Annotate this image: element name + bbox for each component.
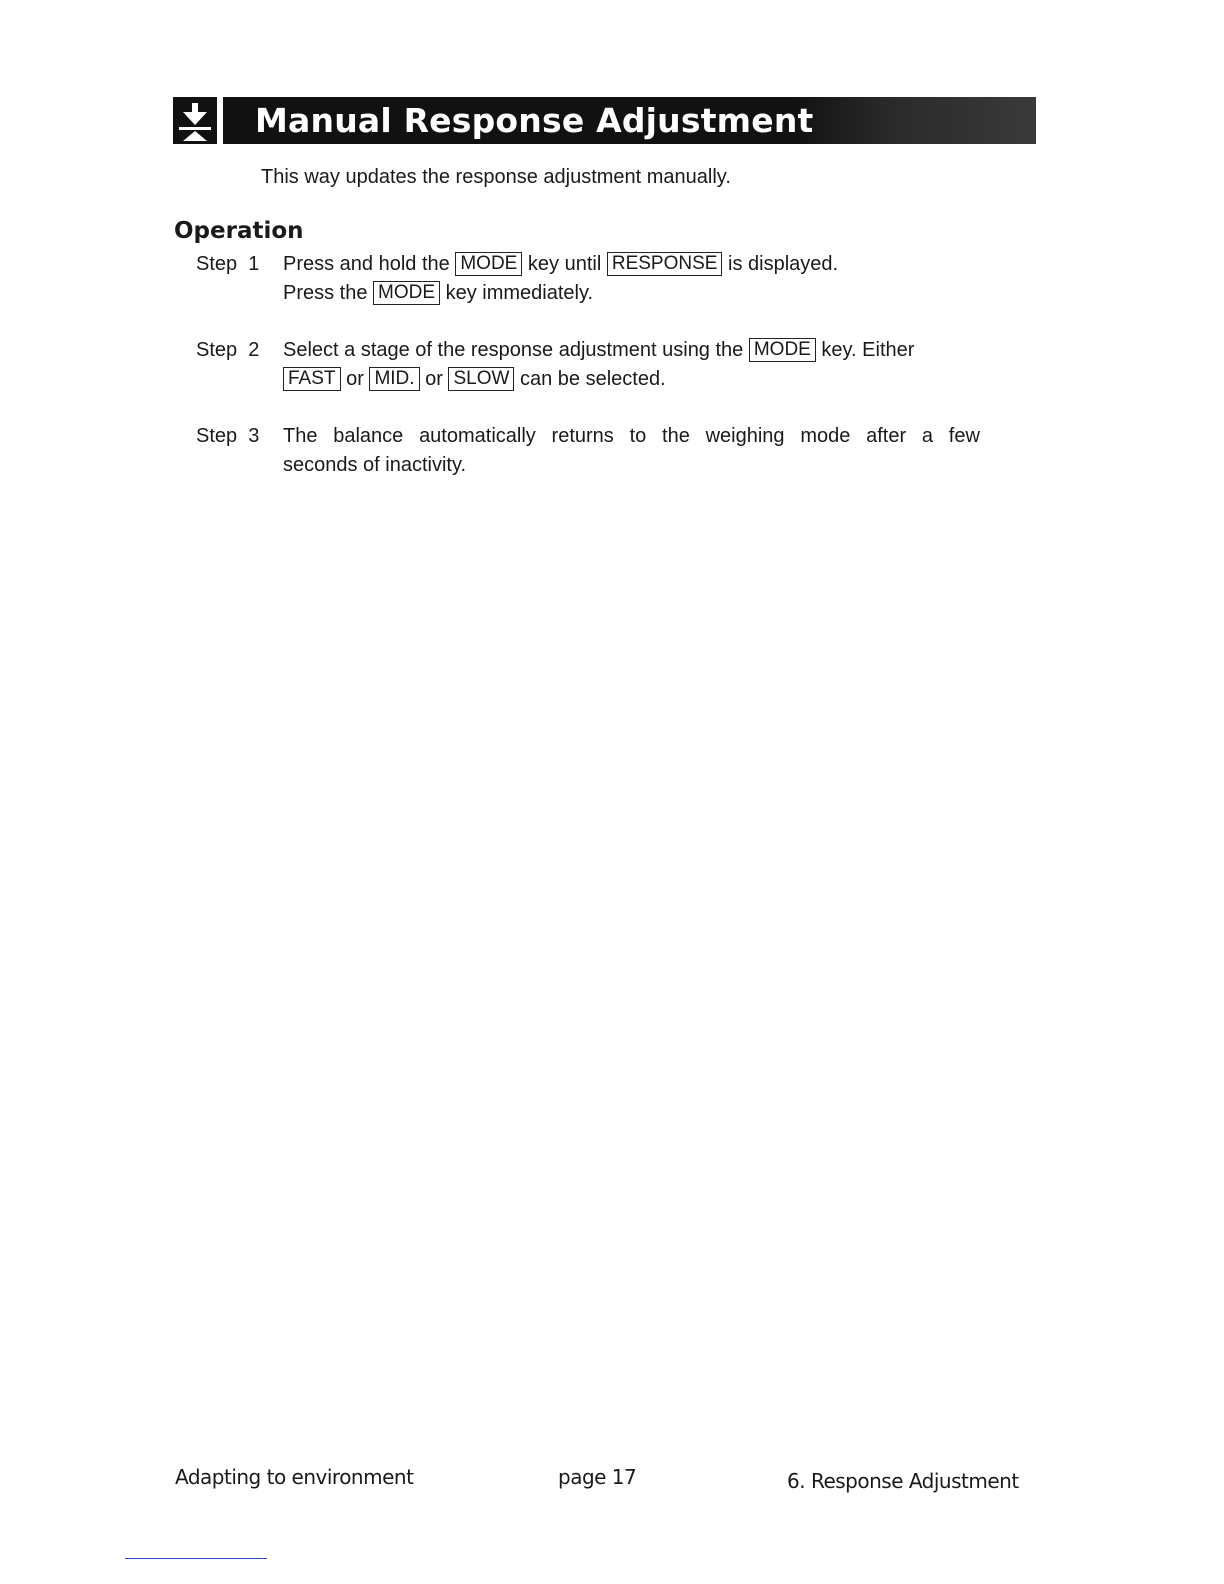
step-word: The xyxy=(283,425,318,447)
step-text: can be selected. xyxy=(519,368,666,390)
step-text: key until xyxy=(527,253,602,275)
section-header xyxy=(173,97,1036,144)
arrow-down-to-bar-icon xyxy=(173,97,217,144)
footer-chapter: Adapting to environment xyxy=(175,1465,414,1489)
step-word: after xyxy=(866,425,907,447)
step-word: the xyxy=(662,425,690,447)
mode-key-label: MODE xyxy=(373,281,440,305)
footer-section: 6. Response Adjustment xyxy=(787,1469,1019,1493)
step-word: weighing xyxy=(705,425,785,447)
page-title: Manual Response Adjustment xyxy=(255,101,814,140)
step-word: automatically xyxy=(419,425,536,447)
intro-text: This way updates the response adjustment manually. xyxy=(261,166,731,188)
step-text: Press the xyxy=(283,282,368,304)
mode-key-label: MODE xyxy=(455,252,522,276)
step-label: Step 2 xyxy=(196,339,260,361)
step-word: balance xyxy=(333,425,404,447)
step-line xyxy=(283,422,980,451)
step-body xyxy=(283,336,983,394)
step-word: mode xyxy=(800,425,851,447)
step-word: a xyxy=(921,425,934,447)
mode-key-label: MODE xyxy=(749,338,816,362)
bottom-rule xyxy=(125,1558,267,1559)
step-label: Step 1 xyxy=(196,253,260,275)
step-line xyxy=(283,279,983,308)
step-text: key immediately. xyxy=(445,282,594,304)
step-word: returns xyxy=(551,425,614,447)
step-line: seconds of inactivity. xyxy=(283,454,467,476)
step-text: Press and hold the xyxy=(283,253,450,275)
section-heading: Operation xyxy=(174,218,304,244)
step-text: is displayed. xyxy=(728,253,839,275)
step-text: or xyxy=(425,368,443,390)
step-line xyxy=(283,250,983,279)
page-number: page 17 xyxy=(558,1465,637,1489)
step-body xyxy=(283,422,983,480)
step-line xyxy=(283,336,983,365)
step-text: or xyxy=(346,368,364,390)
step-body xyxy=(283,250,983,308)
mid-display-label: MID. xyxy=(369,367,419,391)
step-line xyxy=(283,365,983,394)
slow-display-label: SLOW xyxy=(448,367,514,391)
step-text: Select a stage of the response adjustment using the xyxy=(283,339,744,361)
response-display-label: RESPONSE xyxy=(607,252,723,276)
step-word: few xyxy=(948,425,980,447)
fast-display-label: FAST xyxy=(283,367,341,391)
step-text: key. Either xyxy=(821,339,915,361)
step-word: to xyxy=(629,425,647,447)
step-label: Step 3 xyxy=(196,425,260,447)
